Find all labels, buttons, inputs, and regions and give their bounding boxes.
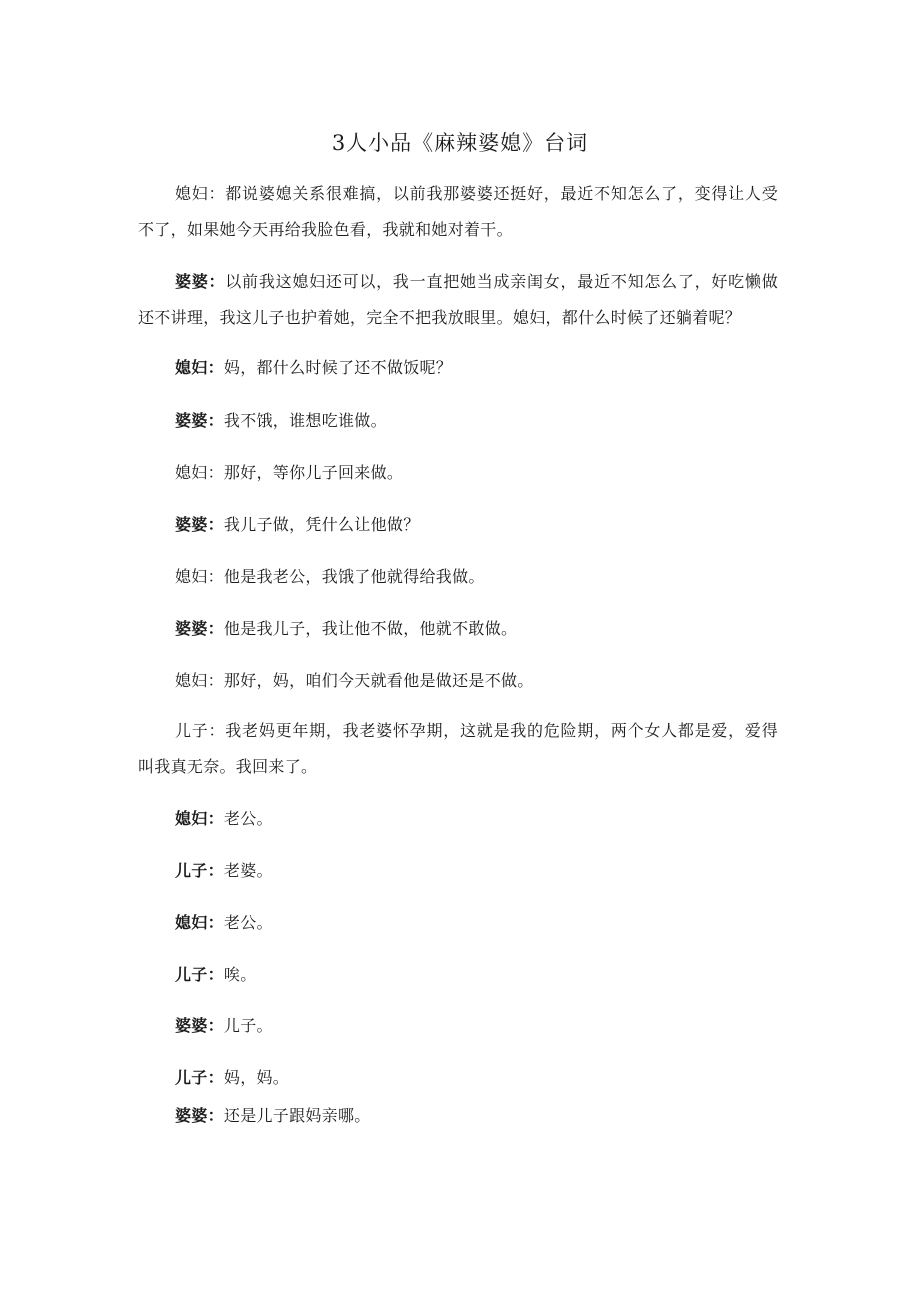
- line-text: 那好，等你儿子回来做。: [223, 463, 404, 482]
- speaker-label: 媳妇：: [175, 913, 224, 932]
- speaker-label: 儿子：: [175, 721, 226, 740]
- speaker-label: 媳妇：: [175, 671, 224, 690]
- line-text: 唉。: [223, 965, 257, 984]
- dialogue-line: [138, 176, 778, 248]
- dialogue-line: [138, 1060, 778, 1096]
- line-text: 都说婆媳关系很难搞，以前我那婆婆还挺好，最近不知怎么了，变得让人受不了，如果她今天再给我脸色看，我就和她对着干。: [138, 184, 778, 239]
- speaker-label: 媳妇：: [175, 463, 224, 482]
- speaker-label: 儿子：: [175, 861, 224, 880]
- speaker-label: 婆婆：: [175, 515, 224, 534]
- speaker-label: 媳妇：: [175, 809, 224, 828]
- dialogue-line: [138, 1098, 778, 1134]
- line-text: 我老妈更年期，我老婆怀孕期，这就是我的危险期，两个女人都是爱，爱得叫我真无奈。我回来了。: [138, 721, 778, 776]
- dialogue-line: [138, 801, 778, 837]
- dialogue-line: [138, 611, 778, 647]
- speaker-label: 婆婆：: [175, 1106, 224, 1125]
- dialogue-line: [138, 507, 778, 543]
- line-text: 老公。: [223, 913, 273, 932]
- dialogue-line: [138, 957, 778, 993]
- line-text: 以前我这媳妇还可以，我一直把她当成亲闺女，最近不知怎么了，好吃懒做还不讲理，我这儿子也护着她，完全不把我放眼里。媳妇，都什么时候了还躺着呢？: [138, 272, 778, 327]
- line-text: 那好，妈，咱们今天就看他是做还是不做。: [223, 671, 534, 690]
- speaker-label: 婆婆：: [175, 272, 226, 291]
- dialogue-line: [138, 350, 778, 386]
- dialogue-line: [138, 663, 778, 699]
- speaker-label: 媳妇：: [175, 567, 224, 586]
- speaker-label: 婆婆：: [175, 411, 224, 430]
- dialogue-line: [138, 853, 778, 889]
- document-title: 3人小品《麻辣婆媳》台词: [331, 131, 589, 155]
- speaker-label: 儿子：: [175, 1068, 224, 1087]
- dialogue-line: [138, 713, 778, 785]
- line-text: 老公。: [223, 809, 273, 828]
- dialogue-line: [138, 905, 778, 941]
- line-text: 他是我儿子，我让他不做，他就不敢做。: [223, 619, 518, 638]
- speaker-label: 婆婆：: [175, 619, 224, 638]
- line-text: 我儿子做，凭什么让他做？: [223, 515, 420, 534]
- dialogue-line: [138, 455, 778, 491]
- line-text: 儿子。: [223, 1016, 273, 1035]
- speaker-label: 婆婆：: [175, 1016, 224, 1035]
- line-text: 老婆。: [223, 861, 273, 880]
- line-text: 我不饿，谁想吃谁做。: [223, 411, 387, 430]
- line-text: 他是我老公，我饿了他就得给我做。: [223, 567, 485, 586]
- speaker-label: 儿子：: [175, 965, 224, 984]
- dialogue-line: [138, 1008, 778, 1044]
- line-text: 妈，都什么时候了还不做饭呢？: [223, 358, 453, 377]
- dialogue-line: [138, 264, 778, 336]
- dialogue-line: [138, 559, 778, 595]
- speaker-label: 媳妇：: [175, 358, 224, 377]
- speaker-label: 媳妇：: [175, 184, 226, 203]
- line-text: 还是儿子跟妈亲哪。: [223, 1106, 371, 1125]
- line-text: 妈，妈。: [223, 1068, 290, 1087]
- dialogue-line: [138, 403, 778, 439]
